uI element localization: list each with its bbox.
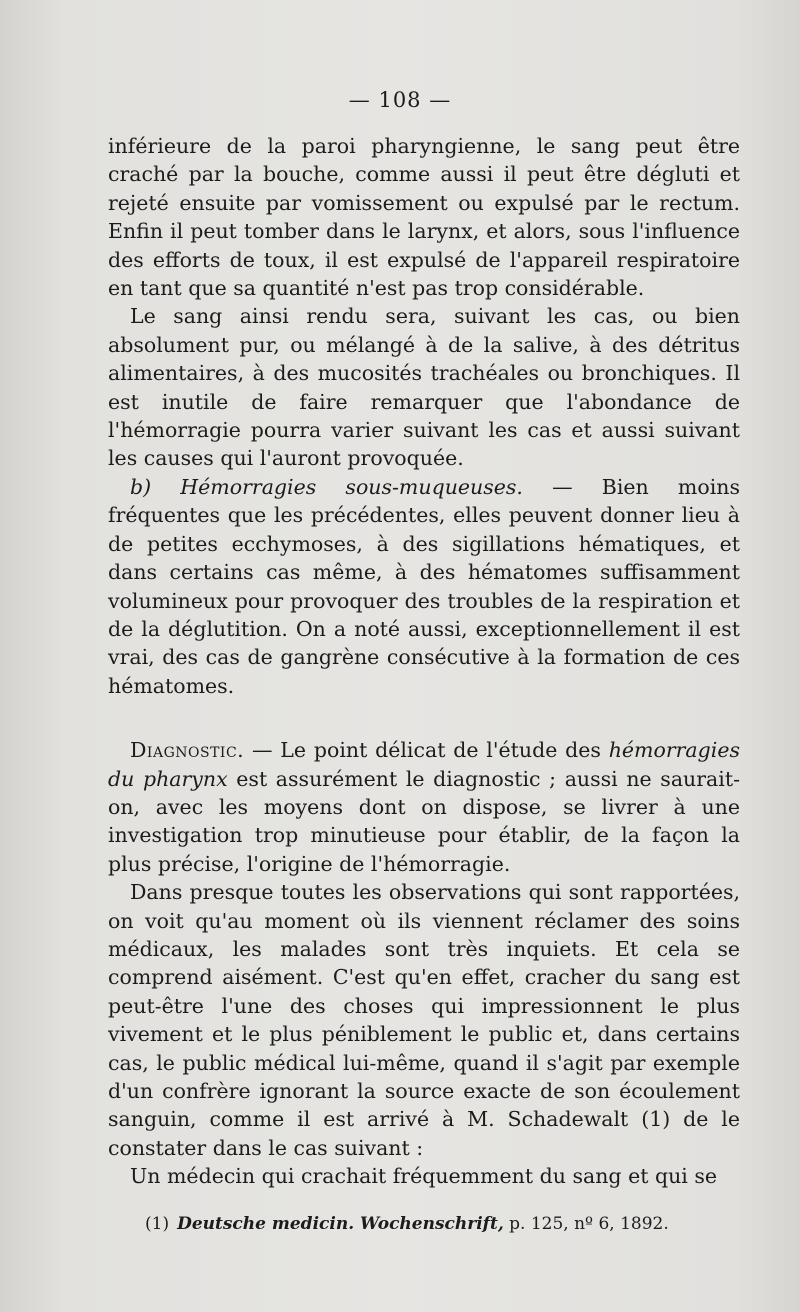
page-number: — 108 —: [348, 88, 452, 112]
paragraph: Le sang ainsi rendu sera, suivant les cas, ou bien absolument pur, ou mélangé à de la salive, à des détritus alimentaires, à des mucosités trachéales ou bronchiques. Il est inutile de faire remarquer que l'abondance de l'hémorragie pourra varier suivant les cas et aussi suivant les causes qui l'auront provoquée.: [108, 304, 740, 471]
footnote-work-title: Deutsche medicin. Wochenschrift,: [177, 1214, 504, 1234]
paragraph-diagnostic: [108, 736, 740, 878]
paragraph-text: — Bien moins fréquentes que les précédentes, elles peuvent donner lieu à de petites ecchymoses, à des sigillations hématiques, et dans certains cas même, à des hématomes suffisamment volumineux pour provoquer des troubles de la respiration et de la déglutition. On a noté aussi, exceptionnellement il est vrai, des cas de gangrène consécutive à la formation de ces hématomes.: [108, 474, 740, 698]
paragraph: inférieure de la paroi pharyngienne, le sang peut être craché par la bouche, comme aussi il peut être dégluti et rejeté ensuite par vomissement ou expulsé par le rectum. Enfin il peut tomber dans le larynx, et alors, sous l'influence des efforts de toux, il est expulsé de l'appareil respiratoire en tant que sa quantité n'est pas trop considérable.: [108, 134, 740, 301]
footnote: [145, 1214, 745, 1234]
body-text: [108, 132, 740, 1191]
paragraph-text: — Le point délicat de l'étude des: [244, 738, 609, 763]
paragraph: Dans presque toutes les observations qui sont rapportées, on voit qu'au moment où ils viennent réclamer des soins médicaux, les malades sont très inquiets. Et cela se comprend aisément. C'est qu'en effet, cracher du sang est peut-être l'une des choses qui impressionnent le plus vivement et le plus péniblement le public et, dans certains cas, le public médical lui-même, quand il s'agit par exemple d'un confrère ignorant la source exacte de son écoulement sanguin, comme il est arrivé à M. Schadewalt (1) de le constater dans le cas suivant :: [108, 880, 740, 1160]
emphasis-text: hémorragies du pharynx: [108, 738, 740, 791]
paragraph-submucous-hemorrhages: [108, 473, 740, 700]
section-heading: Diagnostic.: [130, 738, 245, 763]
footnote-details: p. 125, nº 6, 1892.: [503, 1214, 669, 1234]
paragraph: Un médecin qui crachait fréquemment du sang et qui se: [130, 1164, 718, 1189]
footnote-ref: (1): [145, 1214, 170, 1234]
section-label: b) Hémorragies sous-muqueuses.: [130, 474, 523, 499]
paragraph-text: est assurément le diagnostic ; aussi ne saurait-on, avec les moyens dont on dispose, se livrer à une investigation trop minutieuse pour établir, de la façon la plus précise, l'origine de l'hémorragie.: [108, 766, 740, 876]
